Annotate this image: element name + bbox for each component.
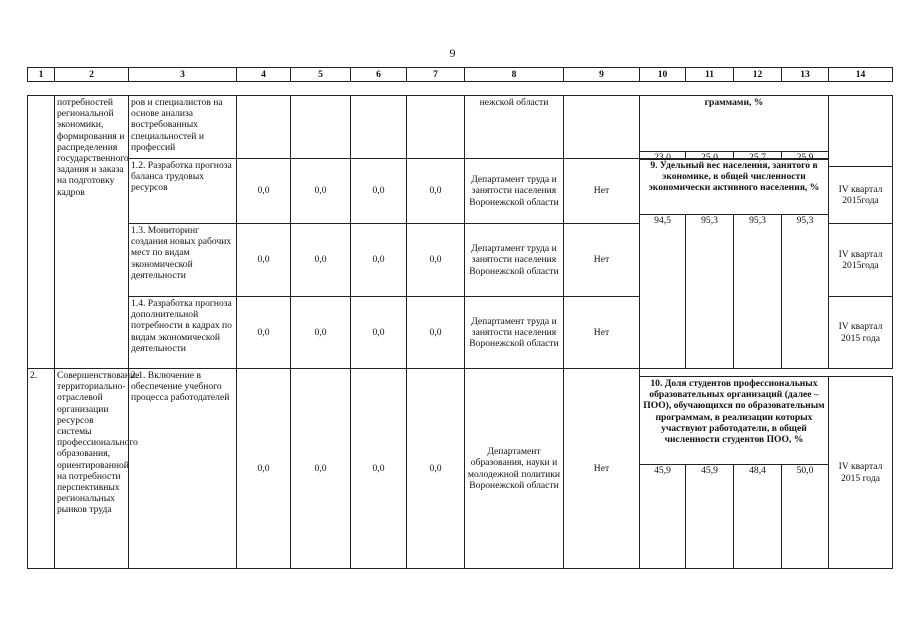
cell-2-1-c4: 0,0 [236, 368, 291, 569]
executor-1-2: Департамент труда и занятости населения Воронежской области [464, 158, 564, 224]
cell-1-1-c7 [406, 95, 465, 159]
term-1-4: IV квартал 2015 года [828, 296, 893, 369]
cell-2-1-c7: 0,0 [406, 368, 465, 569]
cell-1-1-c9 [563, 95, 640, 159]
cell-2-1-c9: Нет [563, 368, 640, 569]
cell-1-4-c5: 0,0 [290, 296, 351, 369]
block2-goal: Совершенствование территориально-отраслевой организации ресурсов системы профессионального образования, ориентированной на потребности перспективных региональных рынков труда [54, 368, 129, 569]
page-number: 9 [449, 46, 456, 60]
cell-1-2-c4: 0,0 [236, 158, 291, 224]
executor-2-1: Департамент образования, науки и молодежной политики Воронежской области [464, 368, 564, 569]
task-1-1-continuation: ров и специалистов на основе анализа востребованных специальностей и профессий [128, 95, 237, 159]
col-header-2: 2 [54, 67, 129, 82]
executor-1-1-continuation: нежской области [464, 95, 564, 159]
cell-1-2-c7: 0,0 [406, 158, 465, 224]
col-header-9: 9 [563, 67, 640, 82]
col-header-10: 10 [639, 67, 686, 82]
col-header-13: 13 [781, 67, 829, 82]
col-header-14: 14 [828, 67, 893, 82]
cell-1-2-c5: 0,0 [290, 158, 351, 224]
col-header-6: 6 [350, 67, 407, 82]
cell-1-3-c9: Нет [563, 223, 640, 297]
col-header-7: 7 [406, 67, 465, 82]
cell-1-2-c9: Нет [563, 158, 640, 224]
indicator-continuation: граммами, % [639, 95, 829, 152]
cell-1-2-c6: 0,0 [350, 158, 407, 224]
task-2-1: 2.1. Включение в обеспечение учебного процесса работодателей [128, 368, 237, 569]
ind-cont-value-11: 25,0 [685, 151, 734, 160]
col-header-4: 4 [236, 67, 291, 82]
ind10-value-12: 48,4 [733, 464, 782, 569]
ind9-value-11: 95,3 [685, 214, 734, 369]
cell-1-1-c4 [236, 95, 291, 159]
cell-2-1-c6: 0,0 [350, 368, 407, 569]
executor-1-4: Департамент труда и занятости населения Воронежской области [464, 296, 564, 369]
col-header-3: 3 [128, 67, 237, 82]
task-1-3: 1.3. Мониторинг создания новых рабочих мест по видам экономической деятельности [128, 223, 237, 297]
cell-1-4-c4: 0,0 [236, 296, 291, 369]
task-1-2: 1.2. Разработка прогноза баланса трудовых ресурсов [128, 158, 237, 224]
ind9-value-13: 95,3 [781, 214, 829, 369]
col-header-5: 5 [290, 67, 351, 82]
cell-1-4-c7: 0,0 [406, 296, 465, 369]
cell-1-3-c4: 0,0 [236, 223, 291, 297]
term-1-3: IV квартал 2015года [828, 223, 893, 297]
plan-table [27, 67, 893, 569]
ind-cont-value-13: 25,9 [781, 151, 829, 160]
cell-1-3-c5: 0,0 [290, 223, 351, 297]
term-1-1 [828, 95, 893, 167]
ind10-value-13: 50,0 [781, 464, 829, 569]
block1-goal: потребностей региональной экономики, формирования и распределения государственного задания и заказа на подготовку кадров [54, 95, 129, 369]
task-1-4: 1.4. Разработка прогноза дополнительной потребности в кадрах по видам экономической деятельности [128, 296, 237, 369]
cell-1-1-c5 [290, 95, 351, 159]
term-1-2: IV квартал 2015года [828, 166, 893, 224]
ind10-value-11: 45,9 [685, 464, 734, 569]
cell-1-4-c6: 0,0 [350, 296, 407, 369]
indicator-10: 10. Доля студентов профессиональных образовательных организаций (далее – ПОО), обучающихся по образовательным программам, в реализации которых участвуют работодатели, в общей численности студентов ПОО, % [639, 376, 829, 465]
col-header-12: 12 [733, 67, 782, 82]
col-header-8: 8 [464, 67, 564, 82]
cell-1-3-c7: 0,0 [406, 223, 465, 297]
col-header-11: 11 [685, 67, 734, 82]
ind-cont-value-10: 23,0 [639, 151, 686, 160]
cell-1-4-c9: Нет [563, 296, 640, 369]
ind9-value-12: 95,3 [733, 214, 782, 369]
cell-1-1-c6 [350, 95, 407, 159]
indicator-9: 9. Удельный вес населения, занятого в экономике, в общей численности экономически активного населения, % [639, 158, 829, 215]
cell-1-3-c6: 0,0 [350, 223, 407, 297]
col-header-1: 1 [27, 67, 55, 82]
term-2-1: IV квартал 2015 года [828, 376, 893, 569]
cell-2-1-c5: 0,0 [290, 368, 351, 569]
ind10-value-10: 45,9 [639, 464, 686, 569]
block2-number: 2. [27, 368, 55, 569]
block1-number-cell [27, 95, 55, 369]
executor-1-3: Департамент труда и занятости населения Воронежской области [464, 223, 564, 297]
ind9-value-10: 94,5 [639, 214, 686, 369]
ind-cont-value-12: 25,7 [733, 151, 782, 160]
